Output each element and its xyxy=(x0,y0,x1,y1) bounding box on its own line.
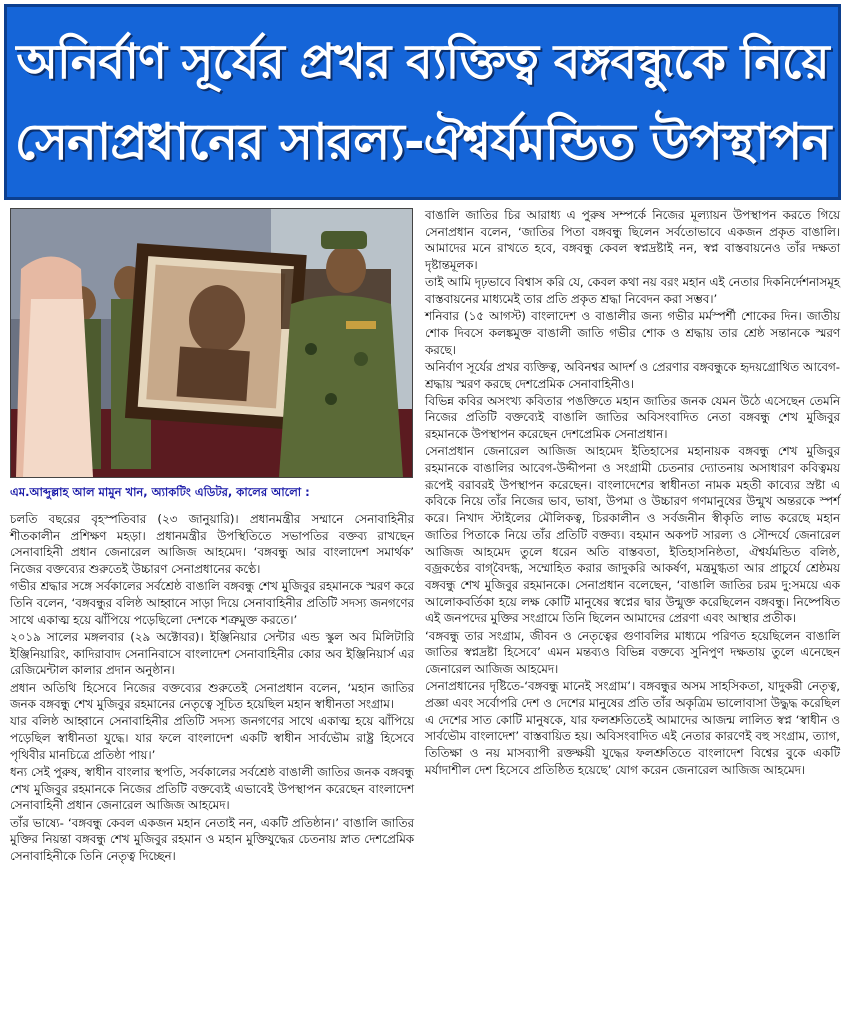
paragraph: সেনাপ্রধান জেনারেল আজিজ আহমেদ ইতিহাসের মহানায়ক বঙ্গবন্ধু শেখ মুজিবুর রহমানকে বাঙালির আবেগ-উদ্দীপনা ও সংগ্রামী চেতনার দ্যোতনায় অসাধারণ কবিত্বময় রূপেই বরাবরই উপস্থাপন করেছেন। বাংলাদেশের স্বাধীনতা নামক মহতী কাব্যের স্রষ্টা এ কবিকে নিয়ে তাঁর নিজের ভাব, ভাষা, উপমা ও উচ্চারণ গণমানুষের উন্মুখ অন্তরকে স্পর্শ করে। নিখাদ স্টাইলের মৌলিকত্ব, চিরকালীন ও সর্বজনীন স্বীকৃতি লাভ করেছে মহান জাতির পিতাকে নিয়ে তাঁর প্রতিটি বক্তব্য। বহমান অকপট সারল্য ও সৌন্দর্যে জেনারেল আজিজ আহমেদ তুলে ধরেন অতি বাস্তবতা, ইতিহাসনিষ্ঠতা, ঐশ্বর্যমন্ডিত বলিষ্ঠ, বজ্রকণ্ঠের বাগ্‌বৈদগ্ধ, সম্মোহিত করার জাদুকরি আকর্ষণ, মন্ত্রমুগ্ধতা আর প্রাচুর্যে শ্রেষ্ঠময় বঙ্গবন্ধু শেখ মুজিবুর রহমানকে। সেনাপ্রধান বলেছেন, ‘বাঙালি জাতির চরম দু:সময়ে এক আলোকবর্তিকা হয়ে লক্ষ কোটি মানুষের স্বপ্নের দ্বার উন্মুক্ত করেছিলেন বঙ্গবন্ধু। নিষ্পেষিত এই জনপদের মুক্তির সংগ্রামে তিনি ছিলেন আমাদের প্রেরণা এবং আস্থার প্রতীক। xyxy=(425,444,840,626)
paragraph: অনির্বাণ সূর্যের প্রখর ব্যক্তিত্ব, অবিনশ্বর আদর্শ ও প্রেরণার বঙ্গবন্ধুকে হৃদয়গ্রোথিত আবেগ-শ্রদ্ধায় স্মরণ করছে দেশপ্রেমিক সেনাবাহিনীও। xyxy=(425,359,840,391)
paragraph: গভীর শ্রদ্ধার সঙ্গে সর্বকালের সর্বশ্রেষ্ঠ বাঙালি বঙ্গবন্ধু শেখ মুজিবুর রহমানকে স্মরণ করে তিনি বলেন, ‘বঙ্গবন্ধুর বলিষ্ঠ আহ্বানে সাড়া দিয়ে সেনাবাহিনীর প্রতিটি সদস্য জনগণের সাথে একাত্ম হয়ে ঝাঁপিয়ে পড়েছিলো দেশকে শত্রুমুক্ত করতে।’ xyxy=(10,579,414,627)
paragraph: বিভিন্ন কবির অসংখ্য কবিতার পঙক্তিতে মহান জাতির জনক যেমন উঠে এসেছেন তেমনি নিজের প্রতিটি বক্তব্যেই বাঙালি জাতির অবিসংবাদিত নেতা বঙ্গবন্ধু শেখ মুজিবুর রহমানকে উপস্থাপন করেছেন দেশপ্রেমিক সেনাপ্রধান। xyxy=(425,393,840,442)
article-photo xyxy=(10,208,413,478)
paragraph: প্রধান অতিথি হিসেবে নিজের বক্তব্যের শুরুতেই সেনাপ্রধান বলেন, ‘মহান জাতির জনক বঙ্গবন্ধু শেখ মুজিবুর রহমানের নেতৃত্বে সূচিত হয়েছিল মহান স্বাধীনতা সংগ্রাম। xyxy=(10,680,414,712)
paragraph: শনিবার (১৫ আগস্ট) বাংলাদেশ ও বাঙালীর জন্য গভীর মর্মস্পর্শী শোকের দিন। জাতীয় শোক দিবসে কলঙ্কমুক্ত বাঙালী জাতি গভীর শোক ও শ্রদ্ধায় তার শ্রেষ্ঠ সন্তানকে স্মরণ করছে। xyxy=(425,309,840,357)
paragraph: চলতি বছরের বৃহস্পতিবার (২৩ জানুয়ারি)। প্রধানমন্ত্রীর সম্মানে সেনাবাহিনীর শীতকালীন প্রশিক্ষণ মহড়া। প্রধানমন্ত্রীর উপস্থিতিতে সভাপতির বক্তব্য রাখছেন সেনাবাহিনী প্রধান জেনারেল আজিজ আহমেদ। ‘বঙ্গবন্ধু আর বাংলাদেশ সমার্থক’ নিজের বক্তব্যের শুরুতেই উচ্চারণ সেনাপ্রধানের কণ্ঠে। xyxy=(10,512,414,577)
headline-banner xyxy=(4,4,841,200)
article-column-left xyxy=(10,511,414,865)
paragraph: ধন্য সেই পুরুষ, স্বাধীন বাংলার স্থপতি, সর্বকালের সর্বশ্রেষ্ঠ বাঙালী জাতির জনক বঙ্গবন্ধু শেখ মুজিবুর রহমানকে নিজের প্রতিটি বক্তব্যেই এভাবেই উপস্থাপন করেছেন বাংলাদেশ সেনাবাহিনী প্রধান জেনারেল আজিজ আহমেদ। xyxy=(10,765,414,813)
headline-line-1: অনির্বাণ সূর্যের প্রখর ব্যক্তিত্ব বঙ্গবন্ধুকে নিয়ে xyxy=(16,34,829,90)
headline-line-2: সেনাপ্রধানের সারল্য-ঐশ্বর্যমন্ডিত উপস্থাপন xyxy=(14,113,831,171)
paragraph: তাঁর ভাষ্যে- ‘বঙ্গবন্ধু কেবল একজন মহান নেতাই নন, একটি প্রতিষ্ঠান।’ বাঙালি জাতির মুক্তির নিয়ন্তা বঙ্গবন্ধু শেখ মুজিবুর রহমান ও মহান মুক্তিযুদ্ধের চেতনায় স্নাত দেশপ্রেমিক সেনাবাহিনীকে তিনি নেতৃত্ব দিচ্ছেন। xyxy=(10,815,414,864)
paragraph: সেনাপ্রধানের দৃষ্টিতে-‘বঙ্গবন্ধু মানেই সংগ্রাম’। বঙ্গবন্ধুর অসম সাহসিকতা, যাদুকরী নেতৃত্ব, প্রজ্ঞা এবং সর্বোপরি দেশ ও দেশের মানুষের প্রতি তাঁর অকৃত্রিম ভালোবাসা উদ্ধুদ্ধ করেছিল এ দেশের সাত কোটি মানুষকে, যার ফলশ্রুতিতেই আমাদের আজন্ম লালিত স্বপ্ন ‘স্বাধীন ও সার্বভৌম বাংলাদেশ’ বাস্তবায়িত হয়। অবিসংবাদিত এই নেতার কারণেই বহু সংগ্রাম, ত্যাগ, তিতিক্ষা ও নয় মাসব্যাপী রক্তক্ষয়ী যুদ্ধের ফলশ্রুতিতে বাংলাদেশ বিশ্বের বুকে একটি মর্যাদাশীল দেশ হিসেবে প্রতিষ্ঠিত হয়েছে’ যোগ করেন জেনারেল আজিজ আহমেদ। xyxy=(425,679,840,777)
paragraph: বাঙালি জাতির চির আরাধ্য এ পুরুষ সম্পর্কে নিজের মূল্যায়ন উপস্থাপন করতে গিয়ে সেনাপ্রধান বলেন, ‘জাতির পিতা বঙ্গবন্ধু ছিলেন সর্বতোভাবে একজন প্রকৃত বাঙালি। আমাদের মনে রাখতে হবে, বঙ্গবন্ধু কেবল স্বপ্নদ্রষ্টাই নন, স্বপ্ন বাস্তবায়নেও তাঁর দক্ষতা দৃষ্টান্তমূলক। xyxy=(425,208,840,273)
byline: এম.আব্দুল্লাহ আল মামুন খান, অ্যাকটিং এডিটর, কালের আলো : xyxy=(10,485,310,499)
article-column-right xyxy=(425,207,840,779)
paragraph: ২০১৯ সালের মঙ্গলবার (২৯ অক্টোবর)। ইঞ্জিনিয়ার সেন্টার এন্ড স্কুল অব মিলিটারি ইঞ্জিনিয়ারিং, কাদিরাবাদ সেনানিবাসে বাংলাদেশ সেনাবাহিনীর কোর অব ইঞ্জিনিয়ার্স এর রেজিমেন্টাল কালার প্রদান অনুষ্ঠান। xyxy=(10,629,414,678)
paragraph: তাই আমি দৃঢ়ভাবে বিশ্বাস করি যে, কেবল কথা নয় বরং মহান এই নেতার দিকনির্দেশনাসমূহ বাস্তবায়নের মাধ্যমেই তার প্রতি প্রকৃত শ্রদ্ধা নিবেদন করা সম্ভব।’ xyxy=(425,275,840,307)
paragraph: ‘বঙ্গবন্ধু তার সংগ্রাম, জীবন ও নেতৃত্বের গুণাবলির মাধ্যমে পরিণত হয়েছিলেন বাঙালি জাতির স্বপ্নদ্রষ্টা হিসেবে’ এমন মন্তব্যও বিভিন্ন বক্তব্যে সুনিপুণ দক্ষতায় তুলে এনেছেন জেনারেল আজিজ আহমেদ। xyxy=(425,628,840,676)
paragraph: যার বলিষ্ঠ আহ্বানে সেনাবাহিনীর প্রতিটি সদস্য জনগণের সাথে একাত্ম হয়ে ঝাঁপিয়ে পড়েছিল স্বাধীনতা যুদ্ধে। যার ফলে বাংলাদেশ একটি স্বাধীন সার্বভৌম রাষ্ট্র হিসেবে পৃথিবীর মানচিত্রে প্রতিষ্ঠা পায়।’ xyxy=(10,714,414,762)
